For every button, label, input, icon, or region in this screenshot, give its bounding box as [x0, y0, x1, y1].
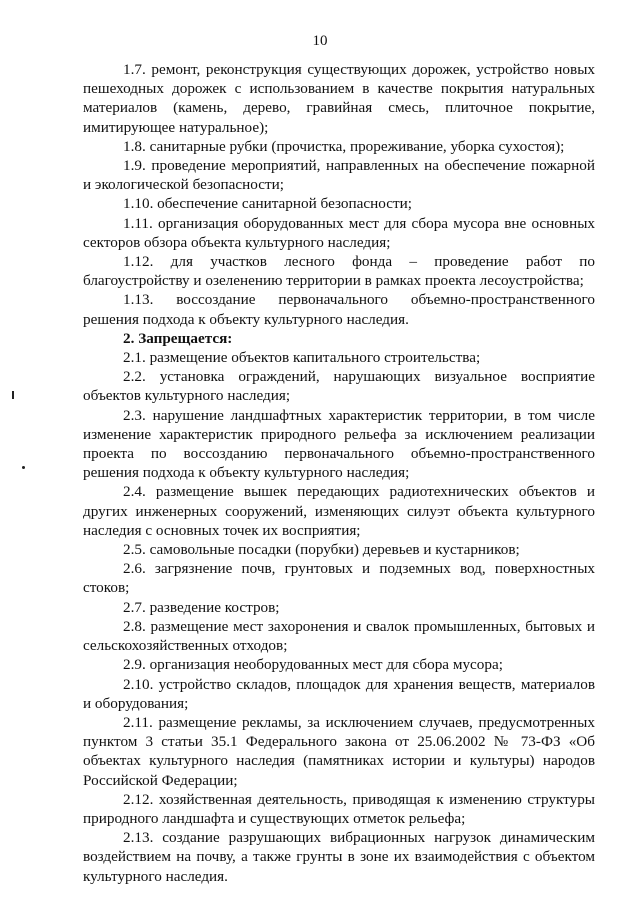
prohibition-item-2-3: 2.3. нарушение ландшафтных характеристик территории, в том числе изменение характеристик природного рельефа за исключением реализации проекта по воссозданию первоначального объемно-пространственного решения подхода к объекту культурного наследия; [83, 406, 595, 482]
list-item-1-7: 1.7. ремонт, реконструкция существующих дорожек, устройство новых пешеходных дорожек с использованием в качестве покрытия натуральных материалов (камень, дерево, гравийная смесь, плиточное покрытие, имитирующее натуральное); [83, 61, 595, 136]
prohibition-item-2-4: 2.4. размещение вышек передающих радиотехнических объектов и других инженерных сооружений, изменяющих силуэт объекта культурного наследия с основных точек их восприятия; [83, 483, 595, 539]
document-body [83, 60, 595, 886]
prohibition-item-2-6: 2.6. загрязнение почв, грунтовых и подземных вод, поверхностных стоков; [83, 560, 595, 597]
prohibition-item-2-12: 2.12. хозяйственная деятельность, приводящая к изменению структуры природного ландшафта и существующих отметок рельефа; [83, 790, 595, 827]
page-number: 10 [312, 33, 328, 49]
prohibition-item-2-8: 2.8. размещение мест захоронения и свалок промышленных, бытовых и сельскохозяйственных отходов; [83, 617, 595, 655]
section-heading-prohibited: 2. Запрещается: [123, 329, 233, 347]
prohibition-item-2-11: 2.11. размещение рекламы, за исключением случаев, предусмотренных пунктом 3 статьи 35.1 Федерального закона от 25.06.2002 № 73-ФЗ «Об объектах культурного наследия (памятниках истории и культуры) народов Российской Федерации; [83, 713, 595, 789]
prohibition-item-2-13: 2.13. создание разрушающих вибрационных нагрузок динамическим воздействием на почву, а также грунты в зоне их взаимодействия с объектом культурного наследия. [83, 829, 595, 885]
scan-mark-left-1 [12, 391, 14, 399]
list-item-1-11: 1.11. организация оборудованных мест для сбора мусора вне основных секторов обзора объекта культурного наследия; [83, 214, 595, 251]
prohibition-item-2-10: 2.10. устройство складов, площадок для хранения веществ, материалов и оборудования; [83, 675, 595, 712]
prohibition-item-2-1: 2.1. размещение объектов капитального строительства; [123, 349, 481, 367]
list-item-1-9: 1.9. проведение мероприятий, направленных на обеспечение пожарной и экологической безопасности; [83, 157, 595, 194]
prohibition-item-2-7: 2.7. разведение костров; [123, 598, 280, 616]
prohibition-item-2-9: 2.9. организация необорудованных мест для сбора мусора; [123, 656, 503, 674]
prohibition-item-2-2: 2.2. установка ограждений, нарушающих визуальное восприятие объектов культурного наследия; [83, 368, 595, 405]
list-item-1-12: 1.12. для участков лесного фонда – проведение работ по благоустройству и озеленению территории в рамках проекта лесоустройства; [83, 253, 595, 290]
list-item-1-10: 1.10. обеспечение санитарной безопасности; [123, 195, 412, 213]
list-item-1-8: 1.8. санитарные рубки (прочистка, прореживание, уборка сухостоя); [123, 137, 565, 155]
scan-mark-left-2 [22, 466, 25, 469]
list-item-1-13: 1.13. воссоздание первоначального объемно-пространственного решения подхода к объекту культурного наследия. [83, 291, 595, 328]
prohibition-item-2-5: 2.5. самовольные посадки (порубки) деревьев и кустарников; [123, 541, 520, 559]
